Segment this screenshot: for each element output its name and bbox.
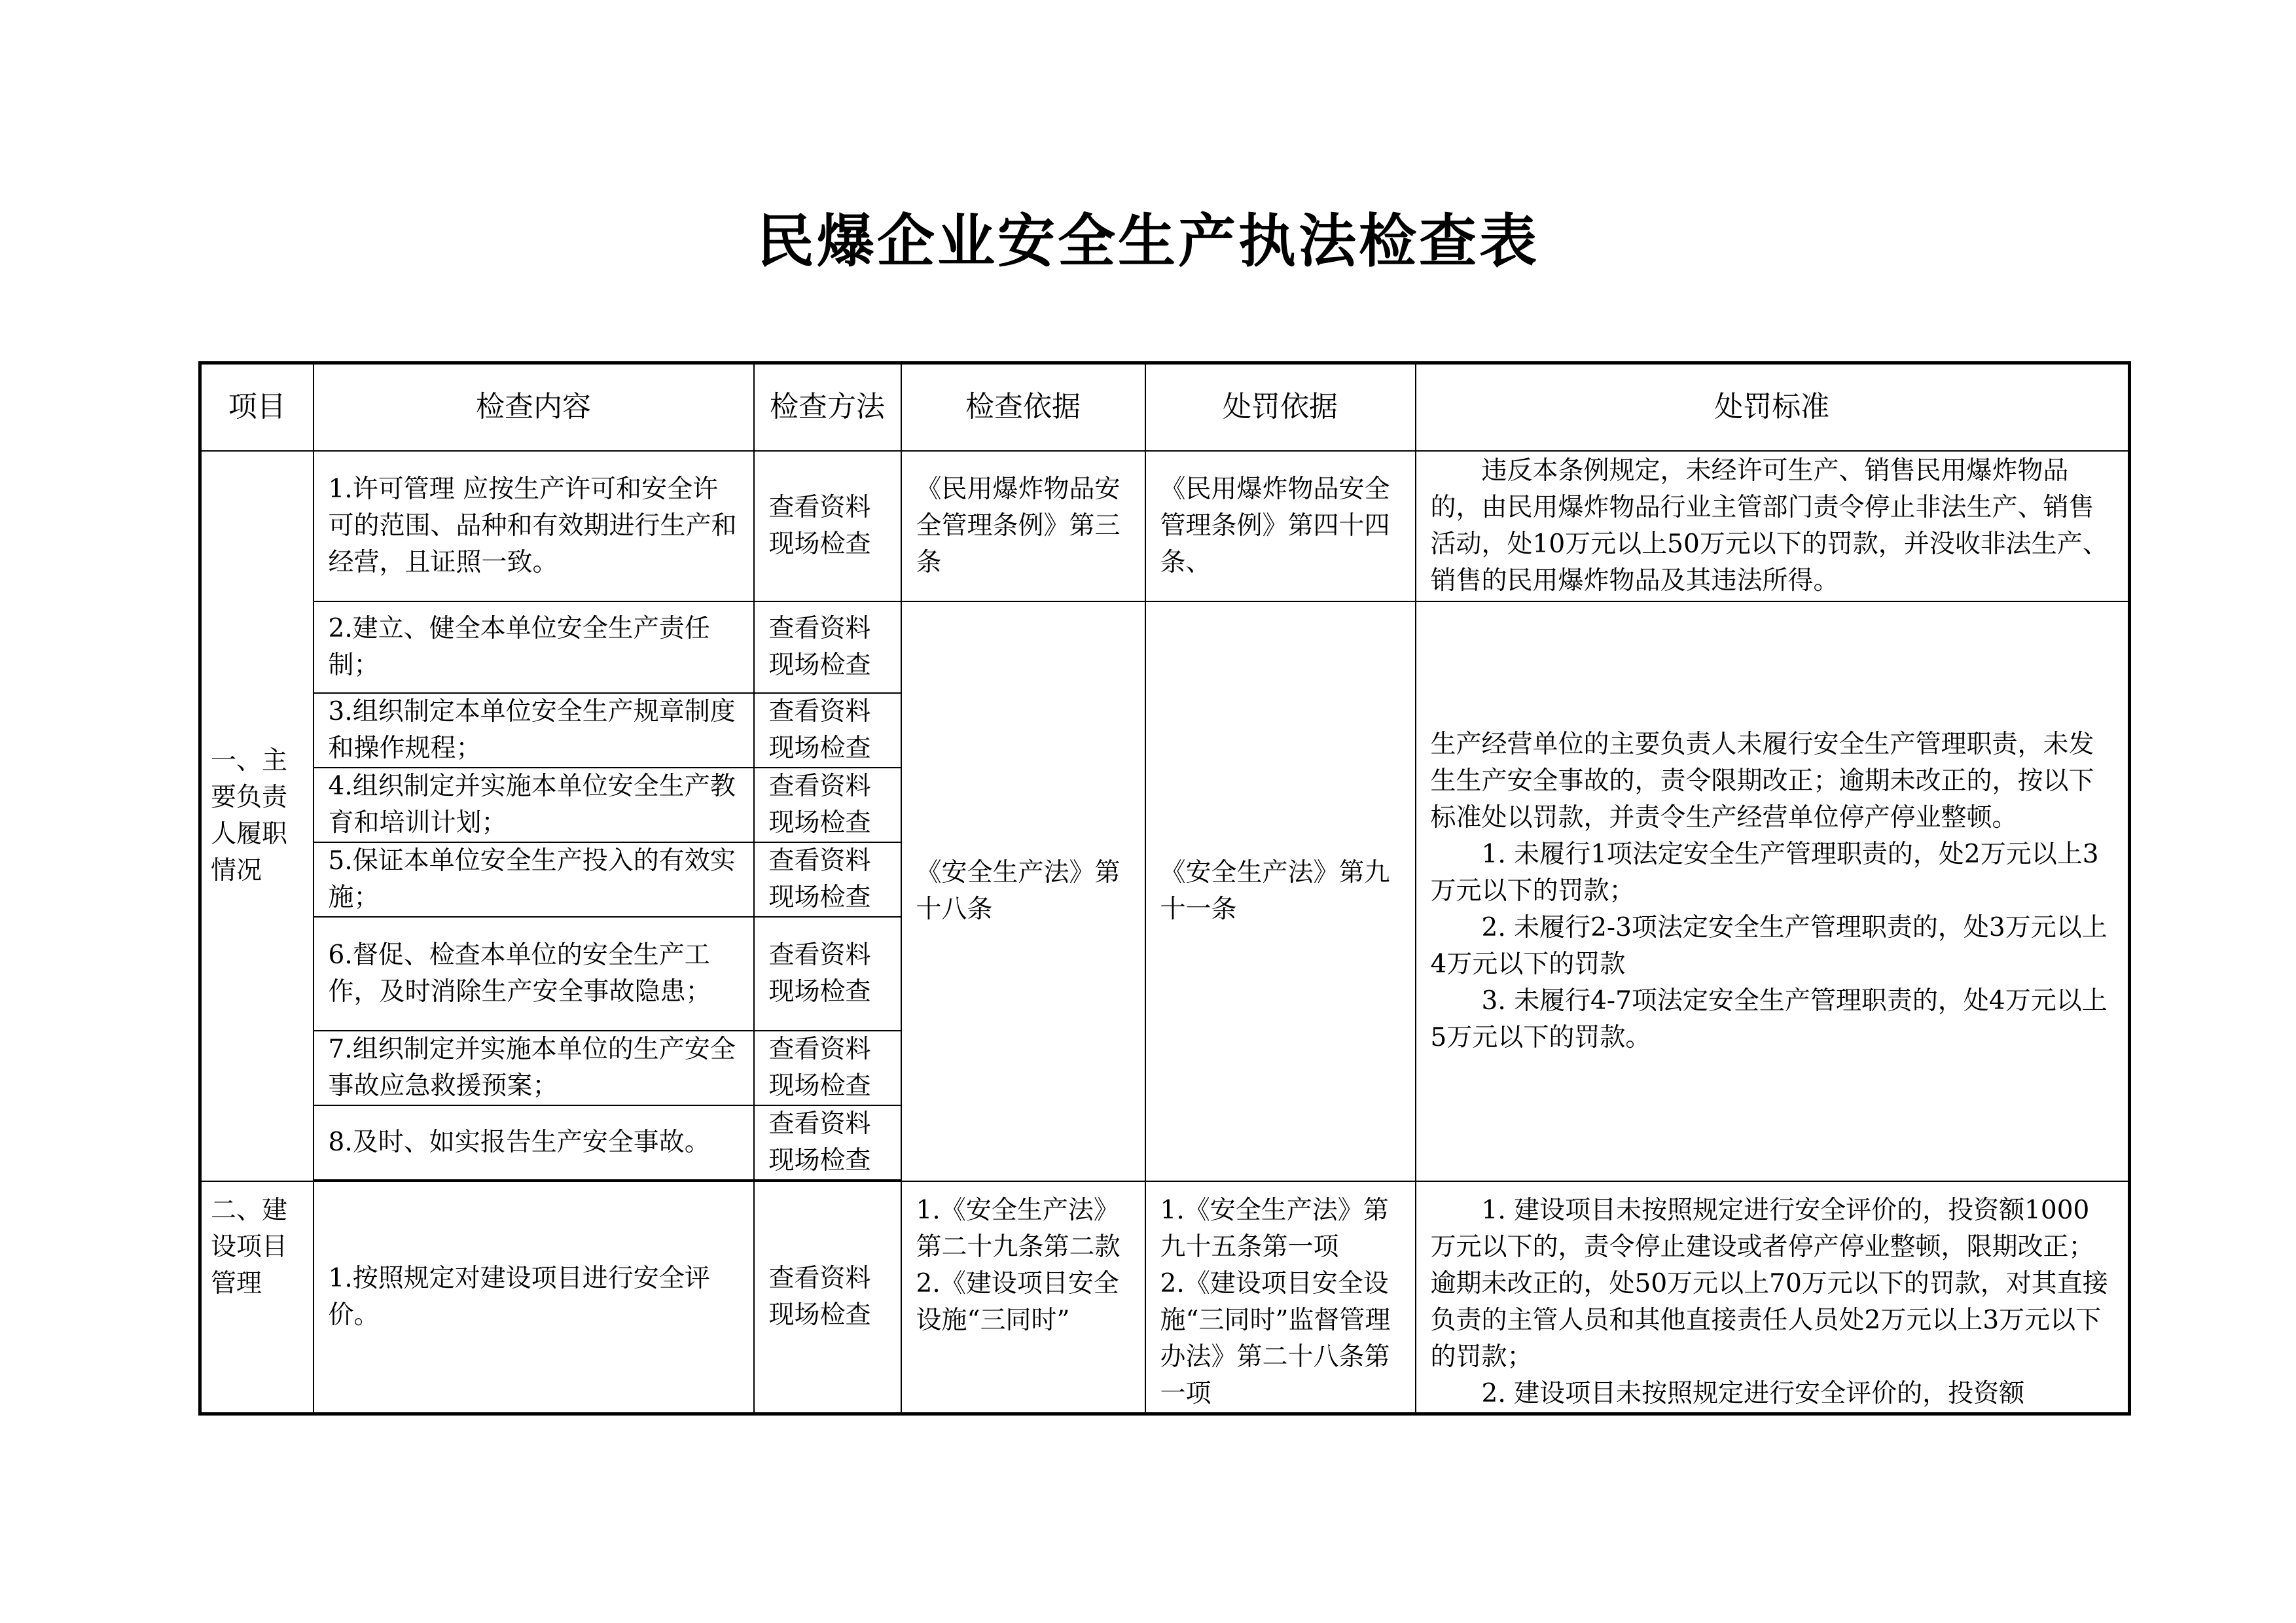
inspect-basis-line: 1.《安全生产法》第二十九条第二款 bbox=[916, 1195, 1121, 1262]
inspect-basis-line: 2.《建设项目安全设施“三同时” bbox=[916, 1268, 1119, 1335]
section-1-item8-method: 查看资料现场检查 bbox=[754, 1105, 901, 1180]
section-1-row1-method: 查看资料现场检查 bbox=[754, 451, 901, 601]
header-content: 检查内容 bbox=[314, 363, 754, 451]
section-2-penalty-basis bbox=[1145, 1181, 1416, 1414]
inspection-table bbox=[198, 361, 2131, 1416]
section-1-row1-content: 1.许可管理 应按生产许可和安全许可的范围、品种和有效期进行生产和经营，且证照一致。 bbox=[314, 451, 754, 601]
penalty-standard-item: 2. 建设项目未按照规定进行安全评价的，投资额 bbox=[1481, 1378, 2025, 1408]
section-2-penalty-standard bbox=[1416, 1181, 2130, 1414]
penalty-basis-line: 1.《安全生产法》第九十五条第一项 bbox=[1160, 1195, 1389, 1262]
section-1-item7-content: 7.组织制定并实施本单位的生产安全事故应急救援预案； bbox=[314, 1031, 754, 1105]
penalty-basis-line: 2.《建设项目安全设施“三同时”监督管理办法》第二十八条第一项 bbox=[1160, 1268, 1391, 1408]
header-penalty-standard: 处罚标准 bbox=[1416, 363, 2130, 451]
section-1-row1-penalty-standard bbox=[1416, 451, 2130, 601]
section-1-item6-method: 查看资料现场检查 bbox=[754, 917, 901, 1031]
section-2-method: 查看资料现场检查 bbox=[754, 1181, 901, 1414]
penalty-standard-intro: 生产经营单位的主要负责人未履行安全生产管理职责，未发生生产安全事故的，责令限期改正；逾期未改正的，按以下标准处以罚款，并责令生产经营单位停产停业整顿。 bbox=[1430, 729, 2094, 832]
section-1-item4-content: 4.组织制定并实施本单位安全生产教育和培训计划； bbox=[314, 768, 754, 842]
penalty-standard-item: 2. 未履行2-3项法定安全生产管理职责的，处3万元以上4万元以下的罚款 bbox=[1430, 912, 2108, 979]
section-2-label: 二、建设项目管理 bbox=[200, 1181, 314, 1414]
section-1-item5-method: 查看资料现场检查 bbox=[754, 842, 901, 917]
section-1-item6-content: 6.督促、检查本单位的安全生产工作，及时消除生产安全事故隐患； bbox=[314, 917, 754, 1031]
section-1-item2-content: 2.建立、健全本单位安全生产责任制； bbox=[314, 601, 754, 693]
section-1-row1-inspect-basis: 《民用爆炸物品安全管理条例》第三条 bbox=[901, 451, 1145, 601]
section-1-item8-content: 8.及时、如实报告生产安全事故。 bbox=[314, 1105, 754, 1180]
table-row bbox=[200, 1181, 2130, 1414]
section-1-group-inspect-basis: 《安全生产法》第十八条 bbox=[901, 601, 1145, 1181]
section-1-group-penalty-standard bbox=[1416, 601, 2130, 1181]
penalty-standard-text: 违反本条例规定，未经许可生产、销售民用爆炸物品的，由民用爆炸物品行业主管部门责令停止非法生产、销售活动，处10万元以上50万元以下的罚款，并没收非法生产、销售的民用爆炸物品及其违法所得。 bbox=[1430, 455, 2108, 596]
penalty-standard-item: 1. 未履行1项法定安全生产管理职责的，处2万元以上3万元以下的罚款； bbox=[1430, 839, 2099, 906]
table-row bbox=[200, 451, 2130, 601]
penalty-standard-item: 1. 建设项目未按照规定进行安全评价的，投资额1000万元以下的，责令停止建设或者停产停业整顿，限期改正；逾期未改正的，处50万元以上70万元以下的罚款，对其直接负责的主管人员和其他直接责任人员处2万元以上3万元以下的罚款； bbox=[1430, 1195, 2108, 1372]
section-1-item4-method: 查看资料现场检查 bbox=[754, 768, 901, 842]
section-2-content: 1.按照规定对建设项目进行安全评价。 bbox=[314, 1181, 754, 1414]
table-row bbox=[200, 601, 2130, 693]
table-header-row bbox=[200, 363, 2130, 451]
section-1-item7-method: 查看资料现场检查 bbox=[754, 1031, 901, 1105]
section-1-label: 一、主要负责人履职情况 bbox=[200, 451, 314, 1181]
section-1-item2-method: 查看资料现场检查 bbox=[754, 601, 901, 693]
section-1-item5-content: 5.保证本单位安全生产投入的有效实施； bbox=[314, 842, 754, 917]
section-1-item3-content: 3.组织制定本单位安全生产规章制度和操作规程； bbox=[314, 693, 754, 768]
section-1-group-penalty-basis: 《安全生产法》第九十一条 bbox=[1145, 601, 1416, 1181]
header-method: 检查方法 bbox=[754, 363, 901, 451]
header-penalty-basis: 处罚依据 bbox=[1145, 363, 1416, 451]
section-2-inspect-basis bbox=[901, 1181, 1145, 1414]
header-project: 项目 bbox=[200, 363, 314, 451]
header-inspect-basis: 检查依据 bbox=[901, 363, 1145, 451]
page-title: 民爆企业安全生产执法检查表 bbox=[756, 207, 1539, 275]
penalty-standard-item: 3. 未履行4-7项法定安全生产管理职责的，处4万元以上5万元以下的罚款。 bbox=[1430, 986, 2108, 1052]
section-1-row1-penalty-basis: 《民用爆炸物品安全管理条例》第四十四条、 bbox=[1145, 451, 1416, 601]
section-1-item3-method: 查看资料现场检查 bbox=[754, 693, 901, 768]
